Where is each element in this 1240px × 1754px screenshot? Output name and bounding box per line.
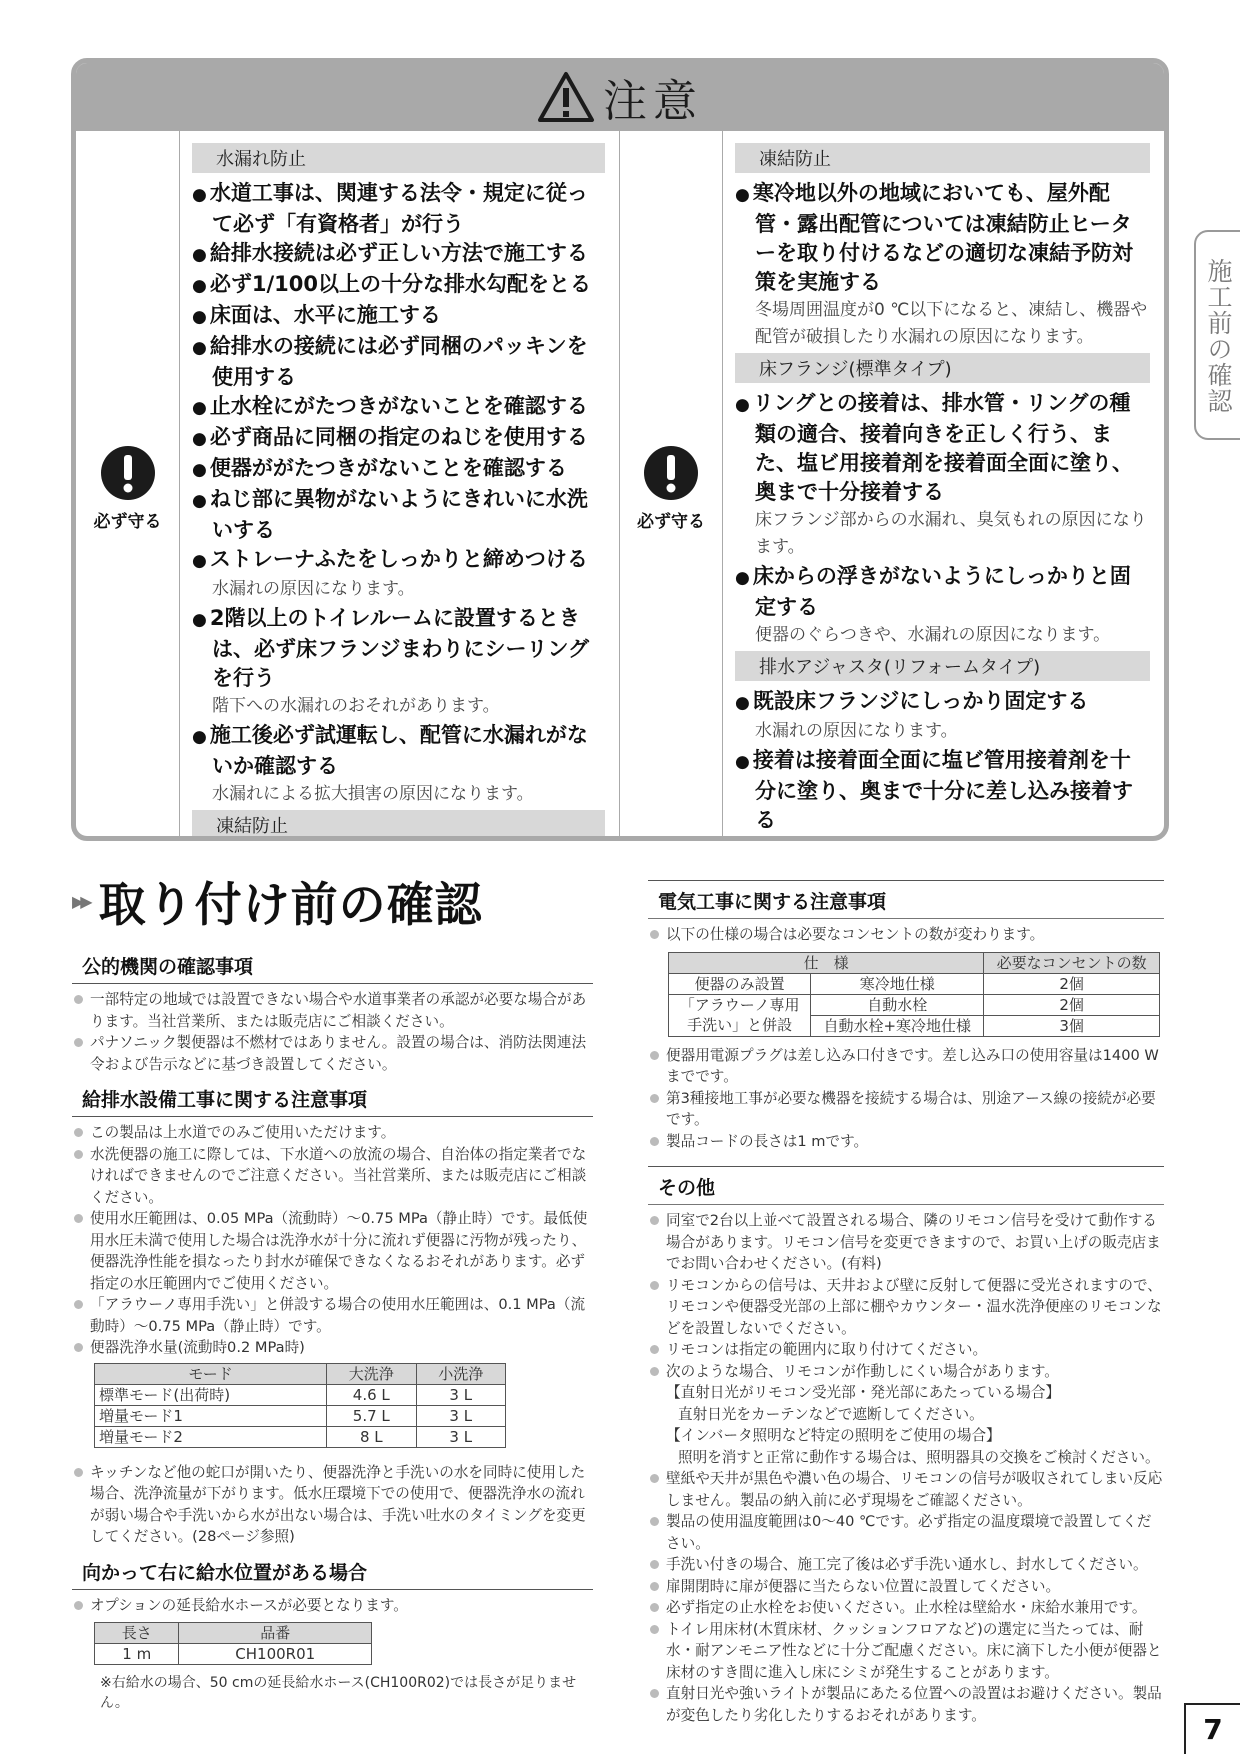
table-cell: 増量モード1 (95, 1405, 327, 1426)
plumbing-list (72, 1122, 593, 1359)
caution-list (735, 562, 1150, 622)
caution-note: 水漏れの原因になります。 (755, 721, 958, 741)
flush-volume-table (94, 1363, 506, 1448)
caution-list-item: ● 必ず1/100以上の十分な排水勾配をとる (192, 270, 605, 301)
plumbing-list-2 (72, 1462, 593, 1548)
exclamation-circle-icon (100, 445, 156, 501)
caution-note: 便器のぐらつきや、水漏れの原因になります。 (755, 625, 1111, 645)
list-item: リモコンからの信号は、天井および壁に反射して便器に受光されますので、リモコンや便器受光部の上部に棚やカウンター・温水洗浄便座のリモコンなどを設置しないでください。 (648, 1275, 1164, 1340)
table-header: 仕 様 (669, 952, 984, 973)
list-item: 必ず指定の止水栓をお使いください。止水栓は壁給水・床給水兼用です。 (648, 1597, 1164, 1619)
table-cell-line: 手洗い」と併設 (687, 1016, 793, 1034)
list-item: 以下の仕様の場合は必要なコンセントの数が変わります。 (648, 924, 1164, 946)
caution-box (71, 58, 1169, 841)
caution-list-item: ● 2階以上のトイレルームに設置するときは、必ず床フランジまわりにシーリングを行う (192, 604, 605, 693)
table-header-row (95, 1363, 506, 1384)
table-cell: 自動水栓 (811, 994, 984, 1015)
side-tab-label: 施工前の確認 (1204, 258, 1233, 414)
caution-list-item: ● 給排水接続は必ず正しい方法で施工する (192, 239, 605, 270)
list-item: オプションの延長給水ホースが必要となります。 (72, 1595, 593, 1617)
caution-note: 階下への水漏れのおそれがあります。 (212, 696, 500, 716)
list-item: 壁紙や天井が黒色や濃い色の場合、リモコンの信号が吸収されてしまい反応しません。製品の納入前に必ず現場をご確認ください。 (648, 1468, 1164, 1511)
table-header: モード (95, 1363, 327, 1384)
list-item: 一部特定の地域では設置できない場合や水道事業者の承認が必要な場合があります。当社営業所、または販売店にご相談ください。 (72, 989, 593, 1032)
caution-list (735, 179, 1150, 297)
table-cell: 3 L (416, 1384, 505, 1405)
electric-intro-list (648, 924, 1164, 946)
must-follow-column-right (619, 131, 723, 836)
list-item: 直射日光や強いライトが製品にあたる位置への設置はお避けください。製品が変色したり劣化したりするおそれがあります。 (648, 1683, 1164, 1726)
caution-note: 冬場周囲温度が0 ℃以下になると、凍結し、機器や配管が破損したり水漏れの原因になります。 (755, 300, 1148, 347)
table-cell: 自動水栓+寒冷地仕様 (811, 1015, 984, 1036)
table-header: 必要なコンセントの数 (984, 952, 1160, 973)
list-item: 「アラウーノ専用手洗い」と併設する場合の使用水圧範囲は、0.1 MPa（流動時）～0.75 MPa（静止時）です。 (72, 1294, 593, 1337)
sub-item: 照明を消すと正常に動作する場合は、照明器具の交換をご検討ください。 (678, 1448, 1160, 1466)
electric-list (648, 1045, 1164, 1153)
table-cell: 寒冷地仕様 (811, 973, 984, 994)
caution-list-item: ● 施工後必ず試運転し、配管に水漏れがないか確認する (192, 721, 605, 781)
caution-note: 水漏れの原因になります。 (212, 579, 415, 599)
public-list (72, 989, 593, 1075)
sub-item: 直射日光をカーテンなどで遮断してください。 (678, 1405, 984, 1423)
caution-list (192, 604, 605, 693)
table-cell: 3 L (416, 1426, 505, 1447)
other-list-2 (648, 1468, 1164, 1726)
must-follow-label: 必ず守る (637, 512, 705, 532)
table-row (669, 973, 1160, 994)
table-row (669, 994, 1160, 1015)
list-item: トイレ用床材(木質床材、クッションフロアなど)の選定に当たっては、耐水・耐アンモニア性などに十分ご配慮ください。床に滴下した小便が便器と床材のすき間に進入し床にシミが発生することがあります。 (648, 1619, 1164, 1684)
caution-list (735, 687, 1150, 718)
caution-left-text (180, 131, 619, 836)
caution-list-item: ● ねじ部に異物がないようにきれいに水洗いする (192, 485, 605, 545)
table-header-row (95, 1623, 372, 1644)
caution-list (735, 389, 1150, 507)
table-cell: 2個 (984, 973, 1160, 994)
caution-subheading: 排水アジャスタ(リフォームタイプ) (735, 651, 1150, 681)
caution-note (735, 835, 1150, 841)
table-cell-line: 「アラウーノ専用 (679, 996, 800, 1014)
double-arrow-icon: ▶▶ (72, 892, 89, 911)
list-item: 次のような場合、リモコンが作動しにくい場合があります。 (648, 1361, 1164, 1383)
caution-list-item: ● 床からの浮きがないようにしっかりと固定する (735, 562, 1150, 622)
table-cell: 8 L (327, 1426, 416, 1447)
list-item: 製品コードの長さは1 mです。 (648, 1131, 1164, 1153)
list-item: パナソニック製便器は不燃材ではありません。設置の場合は、消防法関連法令および告示などに基づき設置してください。 (72, 1032, 593, 1075)
warning-triangle-icon (537, 71, 595, 123)
section-heading-public: 公的機関の確認事項 (72, 946, 593, 984)
sub-item: 【インバータ照明など特定の照明をご使用の場合】 (666, 1427, 1001, 1444)
caution-title: 注意 (603, 76, 703, 127)
right-column (648, 880, 1164, 1730)
right-supply-list (72, 1595, 593, 1617)
list-item: キッチンなど他の蛇口が開いたり、便器洗浄と手洗いの水を同時に使用した場合、洗浄流量が下がります。低水圧環境下での使用で、便器洗浄水の流れが弱い場合や手洗いから水が出ない場合は、手洗い吐水のタイミングを変更してください。(28ページ参照) (72, 1462, 593, 1548)
sub-item: 【直射日光がリモコン受光部・発光部にあたっている場合】 (666, 1384, 1061, 1401)
page-title: 取り付け前の確認 (98, 878, 483, 933)
section-heading-plumbing: 給排水設備工事に関する注意事項 (72, 1079, 593, 1117)
must-follow-label: 必ず守る (93, 512, 162, 532)
caution-subheading: 水漏れ防止 (192, 143, 605, 173)
caution-list-item: ● 便器ががたつきがないことを確認する (192, 454, 605, 485)
table-cell: 2個 (984, 994, 1160, 1015)
list-item: リモコンは指定の範囲内に取り付けてください。 (648, 1339, 1164, 1361)
list-item: 同室で2台以上並べて設置される場合、隣のリモコン信号を受けて動作する場合があります。リモコン信号を変更できますので、お買い上げの販売店までお問い合わせください。(有料) (648, 1210, 1164, 1275)
table-cell: 4.6 L (327, 1384, 416, 1405)
caution-list-item: ● 必ず商品に同梱の指定のねじを使用する (192, 423, 605, 454)
list-item: 便器洗浄水量(流動時0.2 MPa時) (72, 1337, 593, 1359)
footnote: ※右給水の場合、50 cmの延長給水ホース(CH100R02)では長さが足りません。 (100, 1675, 577, 1711)
list-item: 製品の使用温度範囲は0～40 ℃です。必ず指定の温度環境で設置してください。 (648, 1511, 1164, 1554)
caution-list-item: ● リングとの接着は、排水管・リングの種類の適合、接着向きを正しく行う、また、塩ビ用接着剤を接着面全面に塗り、奥まで十分接着する (735, 389, 1150, 507)
hose-table (94, 1622, 372, 1665)
list-item: 手洗い付きの場合、施工完了後は必ず手洗い通水し、封水してください。 (648, 1554, 1164, 1576)
caution-list-item: ● 寒冷地以外の地域においても、屋外配管・露出配管については凍結防止ヒーターを取り付けるなどの適切な凍結予防対策を実施する (735, 179, 1150, 297)
caution-list-item: ● ストレーナふたをしっかりと締めつける (192, 545, 605, 576)
table-cell (669, 994, 811, 1036)
page-number: 7 (1184, 1703, 1240, 1754)
main-title (72, 868, 483, 935)
caution-list (735, 746, 1150, 835)
table-cell: CH100R01 (179, 1644, 372, 1665)
caution-list-item: ● 床面は、水平に施工する (192, 301, 605, 332)
table-header: 大洗浄 (327, 1363, 416, 1384)
table-cell: 標準モード(出荷時) (95, 1384, 327, 1405)
table-row (95, 1384, 506, 1405)
table-cell: 3個 (984, 1015, 1160, 1036)
section-heading-other: その他 (648, 1166, 1164, 1205)
left-column (72, 946, 593, 1713)
caution-subheading: 凍結防止 (192, 810, 605, 840)
table-row (95, 1426, 506, 1447)
caution-list-item: ● 水道工事は、関連する法令・規定に従って必ず「有資格者」が行う (192, 179, 605, 239)
list-item: 便器用電源プラグは差し込み口付きです。差し込み口の使用容量は1400 Wまでです。 (648, 1045, 1164, 1088)
must-follow-column-left (76, 131, 180, 836)
section-heading-electric: 電気工事に関する注意事項 (648, 880, 1164, 919)
caution-subheading: 床フランジ(標準タイプ) (735, 353, 1150, 383)
caution-subheading: 凍結防止 (735, 143, 1150, 173)
table-header: 長さ (95, 1623, 179, 1644)
caution-list (192, 721, 605, 781)
caution-body (76, 131, 1164, 836)
caution-list-item: ● 給排水の接続には必ず同梱のパッキンを使用する (192, 332, 605, 392)
caution-list-item: ● 接着は接着面全面に塩ビ管用接着剤を十分に塗り、奥まで十分に差し込み接着する (735, 746, 1150, 835)
caution-list (192, 179, 605, 576)
table-header: 品番 (179, 1623, 372, 1644)
caution-list-item: ● 止水栓にがたつきがないことを確認する (192, 392, 605, 423)
section-heading-right-supply: 向かって右に給水位置がある場合 (72, 1552, 593, 1590)
table-row (95, 1644, 372, 1665)
list-item: 扉開閉時に扉が便器に当たらない位置に設置してください。 (648, 1576, 1164, 1598)
table-row (95, 1405, 506, 1426)
table-header-row (669, 952, 1160, 973)
caution-header (76, 63, 1164, 131)
other-list (648, 1210, 1164, 1382)
caution-right-text (723, 131, 1164, 836)
table-header: 小洗浄 (416, 1363, 505, 1384)
table-cell: 便器のみ設置 (669, 973, 811, 994)
caution-list-item: ● 既設床フランジにしっかり固定する (735, 687, 1150, 718)
table-cell: 1 m (95, 1644, 179, 1665)
list-item: 第3種接地工事が必要な機器を接続する場合は、別途アース線の接続が必要です。 (648, 1088, 1164, 1131)
table-cell: 増量モード2 (95, 1426, 327, 1447)
exclamation-circle-icon (643, 445, 699, 501)
list-item: 使用水圧範囲は、0.05 MPa（流動時）～0.75 MPa（静止時）です。最低使用水圧未満で使用した場合は洗浄水が十分に流れず便器に汚物が残ったり、便器洗浄性能を損なったり封水が確保できなくなるおそれがあります。必ず指定の水圧範囲内でご使用ください。 (72, 1208, 593, 1294)
list-item: 水洗便器の施工に際しては、下水道への放流の場合、自治体の指定業者でなければできませんのでご注意ください。当社営業所、または販売店にご相談ください。 (72, 1144, 593, 1209)
table-cell: 5.7 L (327, 1405, 416, 1426)
list-item: この製品は上水道でのみご使用いただけます。 (72, 1122, 593, 1144)
caution-note: 床フランジ部からの水漏れ、臭気もれの原因になります。 (755, 510, 1147, 557)
outlet-table (668, 952, 1160, 1037)
table-cell: 3 L (416, 1405, 505, 1426)
caution-note: 水漏れによる拡大損害の原因になります。 (212, 784, 534, 804)
